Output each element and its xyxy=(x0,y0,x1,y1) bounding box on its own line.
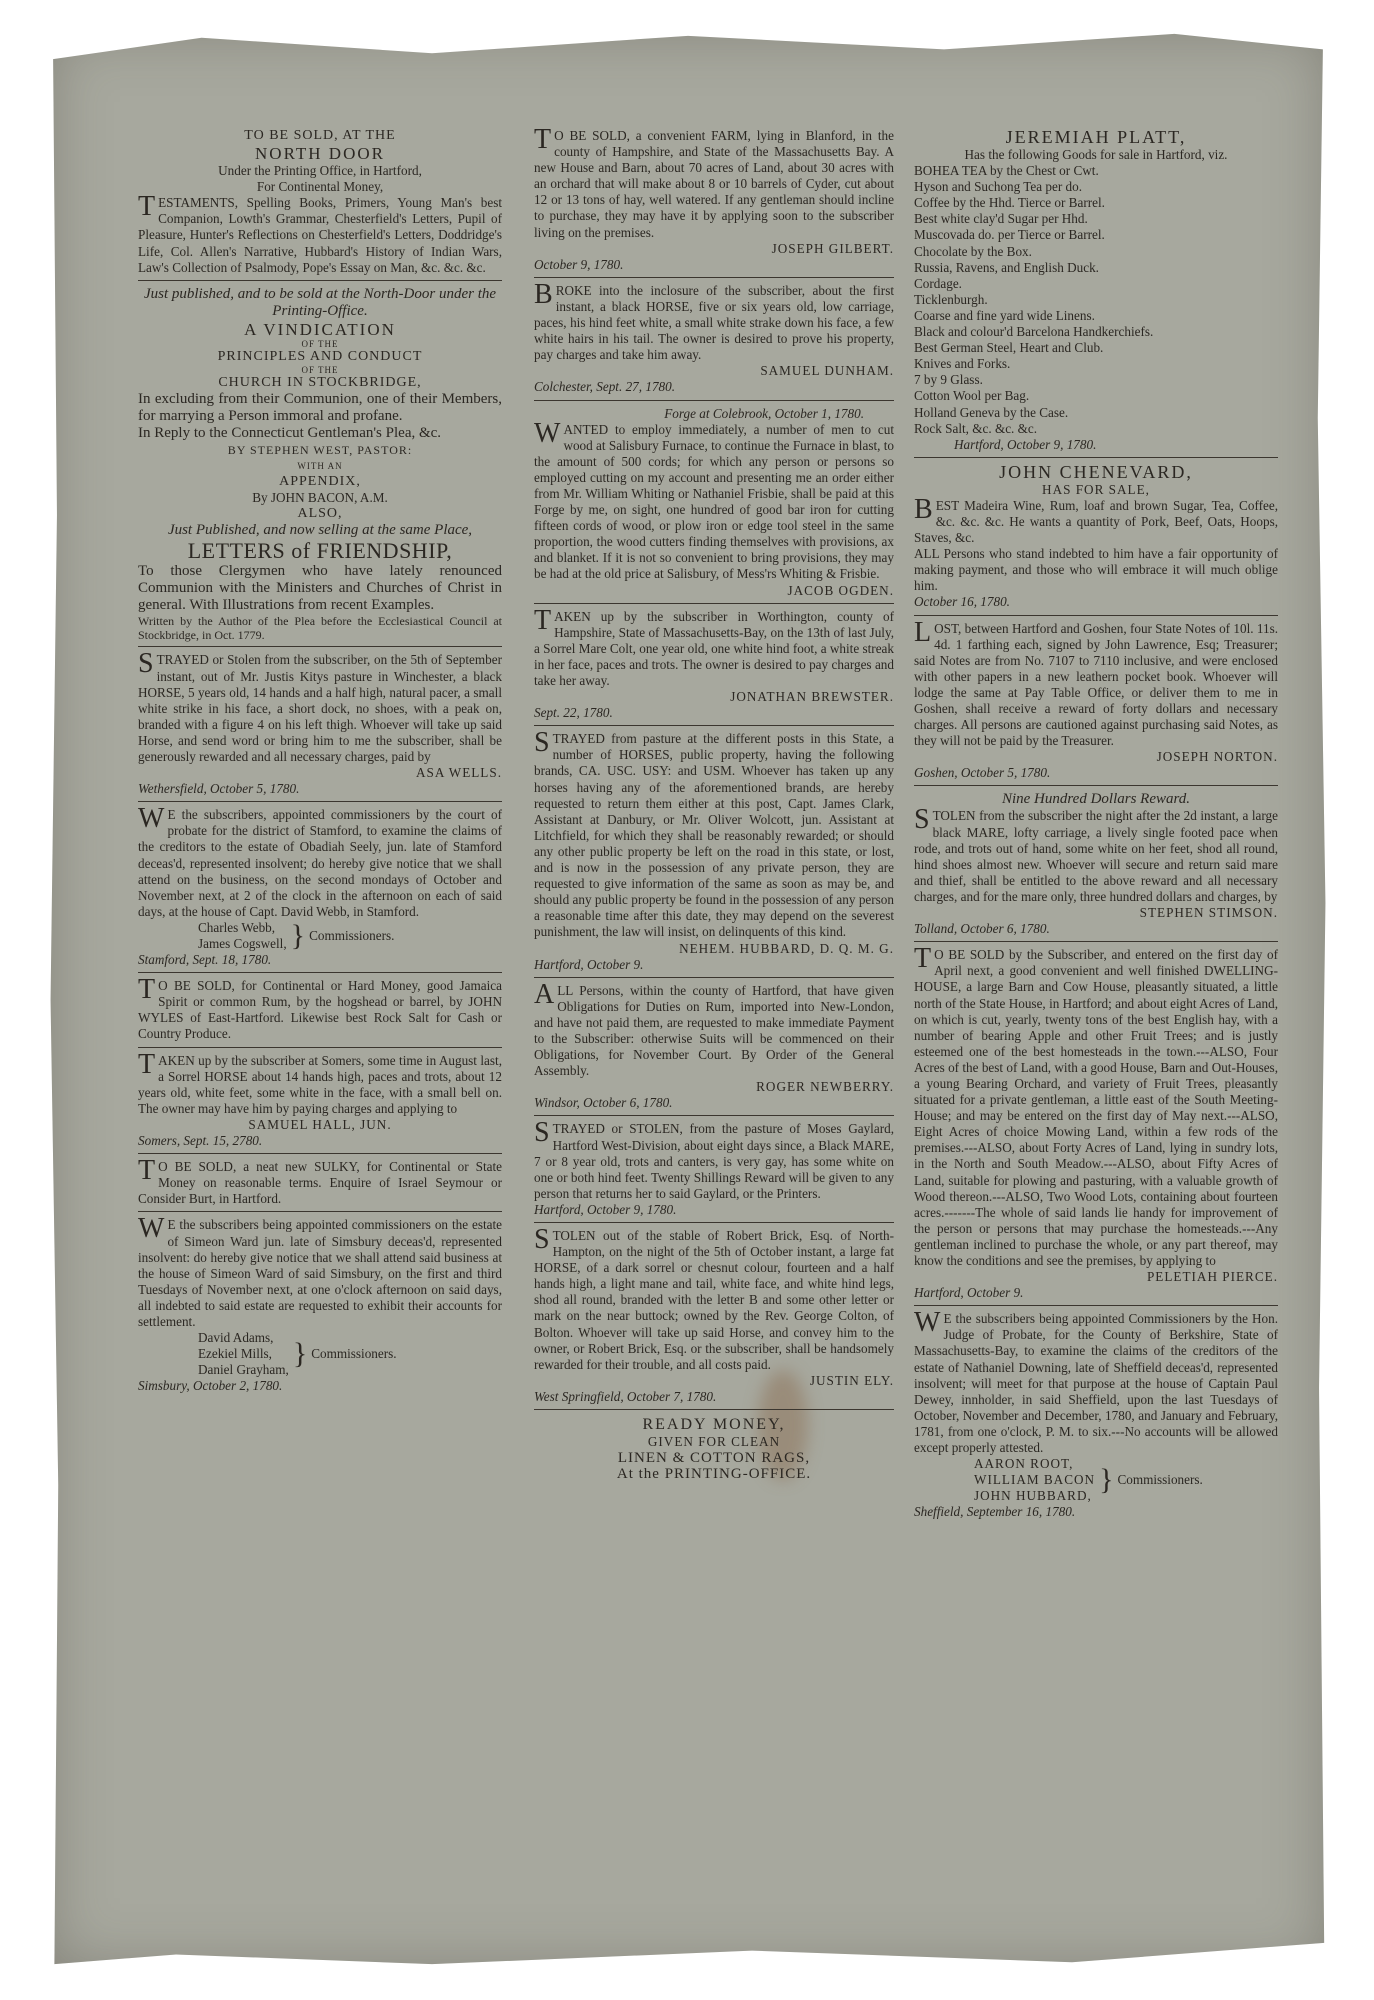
goods-item: Knives and Forks. xyxy=(914,356,1011,372)
ad-stamford-commissioners xyxy=(138,803,502,968)
ad-signature: PELETIAH PIERCE. xyxy=(1146,1269,1278,1285)
ad-body: WANTED to employ immediately, a number of men to cut wood at Salisbury Furnace, to continue the Furnace in blast, to the amount of 500 cords; for which any person or persons so employed cutting on my account and presenting me an order either from Mr. William Whiting or Nathaniel Frisbie, shall be paid at this Forge by me, on sight, one hundred of good bar iron for cutting fifteen cords of wood, or plow iron or edge tool steel in the same proportion, the wood cutters finding themselves with provisions, ax and blanket. If it is not so convenient to bring provisions, they may be had at the old price at Salisbury, of Mess'rs Whiting & Frisbie. xyxy=(534,417,894,582)
ad-signature: AARON ROOT, xyxy=(974,1456,1074,1472)
goods-item: Rock Salt, &c. &c. &c. xyxy=(914,420,1038,436)
column-rule xyxy=(138,801,502,802)
column-rule xyxy=(534,977,894,978)
ad-sulky xyxy=(138,1155,502,1207)
ad-text: WITH AN xyxy=(297,461,343,472)
column-rule xyxy=(914,457,1278,458)
brace-glyph: } xyxy=(292,1337,308,1371)
goods-item: Chocolate by the Box. xyxy=(914,243,1032,259)
ad-jeremiah-platt xyxy=(914,128,1278,453)
column-rule xyxy=(138,646,502,647)
ad-body: TAKEN up by the subscriber in Worthington, county of Hampshire, State of Massachusetts-Bay, on the 13th of last July, a Sorrel Mare Colt, one year old, one white hind foot, a white streak in her face, paces and trots. The owner is desired to pay charges and take her away. xyxy=(534,604,894,688)
ad-date: Wethersfield, October 5, 1780. xyxy=(138,781,300,797)
ad-signature: Charles Webb, xyxy=(198,919,276,935)
ad-body: STRAYED from pasture at the different posts in this State, a number of HORSES, public property, having the following brands, CA. USC. USY: and USM. Whoever has taken up any horses having any of the aforementioned brands, are hereby requested to return them either at this post, Capt. James Clark, Assistant at Danbury, or Mr. Oliver Wolcott, jun. Assistant at Litchfield, for which they shall be reasonably rewarded; or should any other public property be left on the road in this state, or lost, and is now in the possession of any private person, they are requested to give information of the same as soon as may be, and should any public property be found in the possession of any person a reasonable time after this date, they may depend on the severest punishment, the law will insist, on delinquents of this kind. xyxy=(534,727,894,940)
goods-item: BOHEA TEA by the Chest or Cwt. xyxy=(914,163,1099,179)
ad-books-north-door xyxy=(138,128,502,276)
ad-stolen-horse xyxy=(534,1224,894,1405)
ad-date: Sept. 22, 1780. xyxy=(534,705,613,721)
ad-body: TAKEN up by the subscriber at Somers, some time in August last, a Sorrel HORSE about 14 hands high, paces and trots, about 12 years old, white feet, some white in the face, with a small bell on. The owner may have him by paying charges and applying to xyxy=(138,1048,502,1116)
ad-author: By JOHN BACON, A.M. xyxy=(252,490,388,506)
ad-body: WE the subscribers being appointed commissioners on the estate of Simeon Ward jun. late of Simsbury deceas'd, represented insolvent: do hereby give notice that we shall attend said business at the house of Simeon Ward of said Simsbury, on the first and third Tuesdays of November next, at one o'clock afternoon on said days, all indebted to said estate are requested to exhibit their accounts for settlement. xyxy=(138,1213,502,1329)
goods-item: Cotton Wool per Bag. xyxy=(914,388,1030,404)
ad-farm-sale xyxy=(534,124,894,273)
ad-signature: Daniel Grayham, xyxy=(198,1362,289,1378)
ad-body: BEST Madeira Wine, Rum, loaf and brown Sugar, Tea, Coffee, &c. &c. &c. He wants a quantity of Pork, Beef, Oats, Hoops, Staves, &c. xyxy=(914,493,1278,546)
brace-glyph: } xyxy=(290,919,306,952)
ad-signature: WILLIAM BACON xyxy=(974,1472,1096,1488)
ad-black-mare xyxy=(534,1117,894,1218)
ad-signature: David Adams, xyxy=(198,1330,274,1346)
ad-signature: SAMUEL DUNHAM. xyxy=(760,363,894,379)
column-rule xyxy=(534,277,894,278)
goods-item: Coarse and fine yard wide Linens. xyxy=(914,307,1095,323)
ad-date: Stamford, Sept. 18, 1780. xyxy=(138,952,272,968)
ad-public-horses xyxy=(534,727,894,972)
goods-item: Black and colour'd Barcelona Handkerchiefs. xyxy=(914,324,1154,340)
ad-date: Simsbury, October 2, 1780. xyxy=(138,1378,283,1394)
ad-signature: STEPHEN STIMSON. xyxy=(1139,905,1278,921)
signatures xyxy=(198,920,502,952)
ad-body: ALL Persons who stand indebted to him have a fair opportunity of making payment, and those who will embrace it will much oblige him. xyxy=(914,546,1278,594)
goods-item: Ticklenburgh. xyxy=(914,291,988,307)
column-rule xyxy=(534,1115,894,1116)
ad-dwelling-house xyxy=(914,943,1278,1301)
column-rule xyxy=(138,280,502,281)
column-right xyxy=(914,128,1278,1521)
ad-heading: For Continental Money, xyxy=(256,179,384,195)
column-rule xyxy=(534,400,894,401)
ad-body: In Reply to the Connecticut Gentleman's Plea, &c. xyxy=(138,424,442,441)
ad-body: WE the subscribers, appointed commissioners by the court of probate for the district of Stamford, to examine the claims of the creditors to the estate of Obadiah Seely, jun. late of Stamford deceas'd, represented insolvent; do hereby give notice that we shall attend on the business, on the second mondays of October and November next, at 2 of the clock in the afternoon on each of said days, at the house of Capt. David Webb, in Stamford. xyxy=(138,803,502,919)
ad-heading: NORTH DOOR xyxy=(255,144,385,164)
ad-body: ALL Persons, within the county of Hartford, that have given Obligations for Duties on Rum, imported into New-London, and have not paid them, are requested to make immediate Payment to the Subscriber: otherwise Suits will be commenced on their Obligations, for November Court. By Order of the General Assembly. xyxy=(534,978,894,1079)
ad-rum-duties xyxy=(534,978,894,1112)
ad-signature: James Cogswell, xyxy=(198,936,287,951)
ad-text: Written by the Author of the Plea before the Ecclesiastical Council at Stockbridge, in Oct. 1779. xyxy=(138,614,502,643)
goods-item: Holland Geneva by the Case. xyxy=(914,404,1069,420)
signatures xyxy=(974,1456,1278,1504)
ad-title: LETTERS of FRIENDSHIP, xyxy=(187,538,453,564)
ad-role: Commissioners. xyxy=(1117,1472,1203,1488)
ad-taken-horse xyxy=(138,1048,502,1150)
ad-title: OF THE xyxy=(301,338,339,349)
column-rule xyxy=(534,1409,894,1410)
ad-heading: READY MONEY, xyxy=(642,1416,786,1434)
ad-body: STOLEN from the subscriber the night after the 2d instant, a large black MARE, lofty carriage, a lively single footed pace when rode, and trots out of hand, some white on her feet, shod all round, hind shoes almost new. Whoever will secure and return said mare and thief, shall be entitled to the above reward and all necessary charges, and for the mare only, three hundred dollars and charges, by xyxy=(914,804,1278,904)
ad-wood-cutters xyxy=(534,406,894,599)
goods-item: Muscovada do. per Tierce or Barrel. xyxy=(914,227,1105,243)
column-rule xyxy=(534,725,894,726)
ad-heading: JOHN CHENEVARD, xyxy=(999,461,1193,482)
ad-body: To those Clergymen who have lately renounced Communion with the Ministers and Churches of Christ in general. With Illustrations from recent Examples. xyxy=(138,563,502,614)
goods-item: Best German Steel, Heart and Club. xyxy=(914,340,1104,356)
ad-signature: Ezekiel Mills, xyxy=(198,1346,272,1362)
column-left xyxy=(138,128,502,1394)
ad-vindication xyxy=(138,286,502,643)
ad-heading: JEREMIAH PLATT, xyxy=(1005,127,1187,147)
goods-list xyxy=(914,163,1278,437)
ad-signature: JUSTIN ELY. xyxy=(809,1372,894,1388)
column-rule xyxy=(914,941,1278,942)
ad-text: Just Published, and now selling at the same Place, xyxy=(167,522,473,539)
column-rule xyxy=(914,615,1278,616)
ad-title: APPENDIX, xyxy=(279,474,361,490)
ad-signature: ROGER NEWBERRY. xyxy=(756,1079,894,1095)
ad-broke-inclosure xyxy=(534,278,894,396)
ad-signature: JACOB OGDEN. xyxy=(787,582,894,598)
goods-item: 7 by 9 Glass. xyxy=(914,372,983,388)
ad-author: BY STEPHEN WEST, PASTOR: xyxy=(227,442,413,457)
ad-date: Hartford, October 9, 1780. xyxy=(954,436,1097,452)
column-rule xyxy=(534,1222,894,1223)
ad-date: October 9, 1780. xyxy=(534,256,624,272)
ad-signature: ASA WELLS. xyxy=(416,765,502,781)
ad-body: In excluding from their Communion, one of their Members, for marrying a Person immoral and profane. xyxy=(138,390,502,424)
column-rule xyxy=(138,972,502,973)
ad-heading: TO BE SOLD, AT THE xyxy=(244,128,396,143)
column-rule xyxy=(534,603,894,604)
ad-date: Somers, Sept. 15, 2780. xyxy=(138,1133,263,1149)
ad-date: West Springfield, October 7, 1780. xyxy=(534,1388,717,1404)
ad-role: Commissioners. xyxy=(309,927,395,943)
ad-body: TO BE SOLD, a neat new SULKY, for Continental or State Money on reasonable terms. Enquire of Israel Seymour or Consider Burt, in Hartford. xyxy=(138,1155,502,1207)
ad-sheffield-commissioners xyxy=(914,1307,1278,1520)
ad-body: WE the subscribers being appointed Commissioners by the Hon. Judge of Probate, for the County of Berkshire, State of Massachusetts-Bay, to examine the claims of the creditors of the estate of Nathaniel Downing, late of Sheffield deceas'd, represented insolvent; will meet for that purpose at the house of Captain Paul Dewey, innholder, in said Sheffield, upon the last Tuesdays of October, November and December, 1780, and January and February, 1781, from one o'clock, P. M. to six.---No accounts will be allowed except properly attested. xyxy=(914,1307,1278,1456)
ad-date: Sheffield, September 16, 1780. xyxy=(914,1504,1076,1520)
ad-john-chenevard xyxy=(914,463,1278,611)
ad-dateline: Forge at Colebrook, October 1, 1780. xyxy=(664,405,864,421)
ad-date: October 16, 1780. xyxy=(914,594,1010,610)
ad-heading: Nine Hundred Dollars Reward. xyxy=(1001,791,1191,808)
ad-body: TESTAMENTS, Spelling Books, Primers, Young Man's best Companion, Lowth's Grammar, Chesterfield's Letters, Pupil of Pleasure, Hunter's Reflections on Chesterfield's Letters, Doddridge's Life, Col. Allen's Narrative, Hubbard's History of Indian Wars, Law's Collection of Psalmody, Pope's Essay on Man, &c. &c. &c. xyxy=(138,191,502,275)
ad-lost-notes xyxy=(914,616,1278,782)
ad-intro: Has the following Goods for sale in Hartford, viz. xyxy=(964,147,1228,162)
ad-body: LOST, between Hartford and Goshen, four State Notes of 10l. 11s. 4d. 1 farthing each, signed by John Lawrence, Esq; Treasurer; said Notes are from No. 7107 to 7110 inclusive, and were enclosed with other papers in a new leathern pocket book. Whoever will lodge the same at Pay Table Office, or deliver them to me in Goshen, shall receive a reward of forty dollars and necessary charges. All persons are cautioned against purchasing said Notes, as they will not be paid by the Treasurer. xyxy=(914,616,1278,749)
ad-heading: Under the Printing Office, in Hartford, xyxy=(218,163,422,179)
ad-intro: Just published, and to be sold at the North-Door under the Printing-Office. xyxy=(143,285,497,319)
column-rule xyxy=(914,785,1278,786)
ad-ready-money xyxy=(534,1415,894,1482)
ad-body: TO BE SOLD by the Subscriber, and entered on the first day of April next, a good convenient and well finished DWELLING-HOUSE, a large Barn and Cow House, pleasantly situated, a little north of the State House, in Hartford; and about eight Acres of Land, on which is cut, yearly, twenty tons of the best English hay, with a number of bearing Apple and other Fruit Trees; and is justly esteemed one of the best homesteads in the town.---ALSO, Four Acres of the best of Land, with a good House, Barn and Out-Houses, a young Bearing Orchard, and variety of Fruit Trees, pleasantly situated for a private gentleman, a little east of the South Meeting-House; and may be entered on the first day of May next.---ALSO, Eight Acres of choice Mowing Land, within a few rods of the premises.---ALSO, about Forty Acres of Land, lying in sundry lots, in the North and South Meadow.---ALSO, about Fifty Acres of Land, suitable for plowing and pasturing, with a valuable growth of Wood thereon.---ALSO, Two Wood Lots, containing about fourteen acres.-------The whole of said lands lie handy for improvement of the person or persons that may purchase the homesteads.---Any gentleman inclined to purchase the whole, or any part thereof, may know the conditions and see the premises, by applying to xyxy=(914,943,1278,1268)
ad-title: A VINDICATION xyxy=(244,319,396,339)
goods-item: Best white clay'd Sugar per Hhd. xyxy=(914,211,1088,227)
ad-body: STRAYED or Stolen from the subscriber, on the 5th of September instant, out of Mr. Justis Kitys pasture in Winchester, a black HORSE, 5 years old, 14 hands and a half high, natural pacer, a small white strike in his face, a short dock, no shoes, with a peak on, branded with a figure 4 on his left thigh. Whoever will take up said Horse, and send word or bring him to me the subscriber, shall be generously rewarded and all necessary charges, paid by xyxy=(138,648,502,764)
ad-mare-colt xyxy=(534,604,894,722)
ad-heading: GIVEN FOR CLEAN xyxy=(647,1434,781,1450)
goods-item: Russia, Ravens, and English Duck. xyxy=(914,259,1099,275)
ad-subheading: HAS FOR SALE, xyxy=(1042,481,1150,497)
ad-role: Commissioners. xyxy=(311,1346,397,1362)
ad-title: PRINCIPLES AND CONDUCT xyxy=(217,348,423,364)
ad-signature: SAMUEL HALL, JUN. xyxy=(248,1116,392,1132)
goods-item: Hyson and Suchong Tea per do. xyxy=(914,179,1083,195)
ad-heading: At the PRINTING-OFFICE. xyxy=(616,1466,812,1483)
ad-date: Hartford, October 9, 1780. xyxy=(534,1201,677,1217)
ad-signature: NEHEM. HUBBARD, D. Q. M. G. xyxy=(679,940,894,956)
ad-body: TO BE SOLD, a convenient FARM, lying in Blanford, in the county of Hampshire, and State of the Massachusetts Bay. A new House and Barn, about 70 acres of Land, about 30 acres with an orchard that will make about 8 or 10 barrels of Cyder, cut about 12 or 13 tons of hay, well watered. If any gentleman should incline to purchase, they may have it by applying soon to the subscriber living on the premises. xyxy=(534,124,894,240)
ad-simsbury-commissioners xyxy=(138,1213,502,1394)
ad-signature: JONATHAN BREWSTER. xyxy=(730,689,894,705)
signatures xyxy=(198,1330,502,1378)
ad-heading: LINEN & COTTON RAGS, xyxy=(617,1450,811,1467)
column-rule xyxy=(138,1047,502,1048)
ad-date: Hartford, October 9. xyxy=(914,1285,1024,1301)
column-middle xyxy=(534,124,894,1483)
ad-body: BROKE into the inclosure of the subscriber, about the first instant, a black HORSE, five or six years old, low carriage, paces, his hind feet white, a small white strake down his face, a few white hairs in his tail. The owner is desired to prove his property, pay charges and take him away. xyxy=(534,278,894,363)
ad-body: STRAYED or STOLEN, from the pasture of Moses Gaylard, Hartford West-Division, about eight days since, a Black MARE, 7 or 8 year old, trots and canters, is very gay, has some white on one or both hind feet. Twenty Shillings Reward will be given to any person that returns her to said Gaylard, or the Printers. xyxy=(534,1117,894,1201)
ad-title: CHURCH IN STOCKBRIDGE, xyxy=(218,374,422,390)
brace-glyph: } xyxy=(1099,1463,1114,1497)
ad-body: TO BE SOLD, for Continental or Hard Money, good Jamaica Spirit or common Rum, by the hogshead or barrel, by JOHN WYLES of East-Hartford. Likewise best Rock Salt for Cash or Country Produce. xyxy=(138,974,502,1042)
ad-signature: JOSEPH GILBERT. xyxy=(771,240,894,256)
ad-rum-sale xyxy=(138,974,502,1042)
ad-signature: JOSEPH NORTON. xyxy=(1156,749,1278,765)
goods-item: Coffee by the Hhd. Tierce or Barrel. xyxy=(914,195,1105,211)
ad-strayed-horse xyxy=(138,648,502,797)
ad-reward-mare xyxy=(914,791,1278,937)
ad-body: STOLEN out of the stable of Robert Brick, Esq. of North-Hampton, on the night of the 5th of October instant, a large fat HORSE, of a dark sorrel or chesnut colour, fourteen and a half hands high, a light mane and tail, white face, and white hind legs, shod all round, branded with the letter B and some other letter or mark on the near buttock; owned by the Rev. George Colton, of Bolton. Whoever will take up said Horse, and convey him to the owner, or Robert Brick, Esq. or the subscriber, shall be handsomely rewarded for their trouble, and all costs paid. xyxy=(534,1224,894,1372)
ad-signature: JOHN HUBBARD, xyxy=(974,1488,1092,1504)
column-rule xyxy=(138,1153,502,1154)
ad-date: Tolland, October 6, 1780. xyxy=(914,921,1050,937)
ad-date: Goshen, October 5, 1780. xyxy=(914,765,1051,781)
ad-date: Hartford, October 9. xyxy=(534,956,644,972)
goods-item: Cordage. xyxy=(914,275,962,291)
ad-text: ALSO, xyxy=(297,506,343,522)
ad-date: Windsor, October 6, 1780. xyxy=(534,1095,673,1111)
ad-date: Colchester, Sept. 27, 1780. xyxy=(534,379,676,395)
ad-title: OF THE xyxy=(301,364,339,375)
column-rule xyxy=(138,1211,502,1212)
column-rule xyxy=(914,1305,1278,1306)
